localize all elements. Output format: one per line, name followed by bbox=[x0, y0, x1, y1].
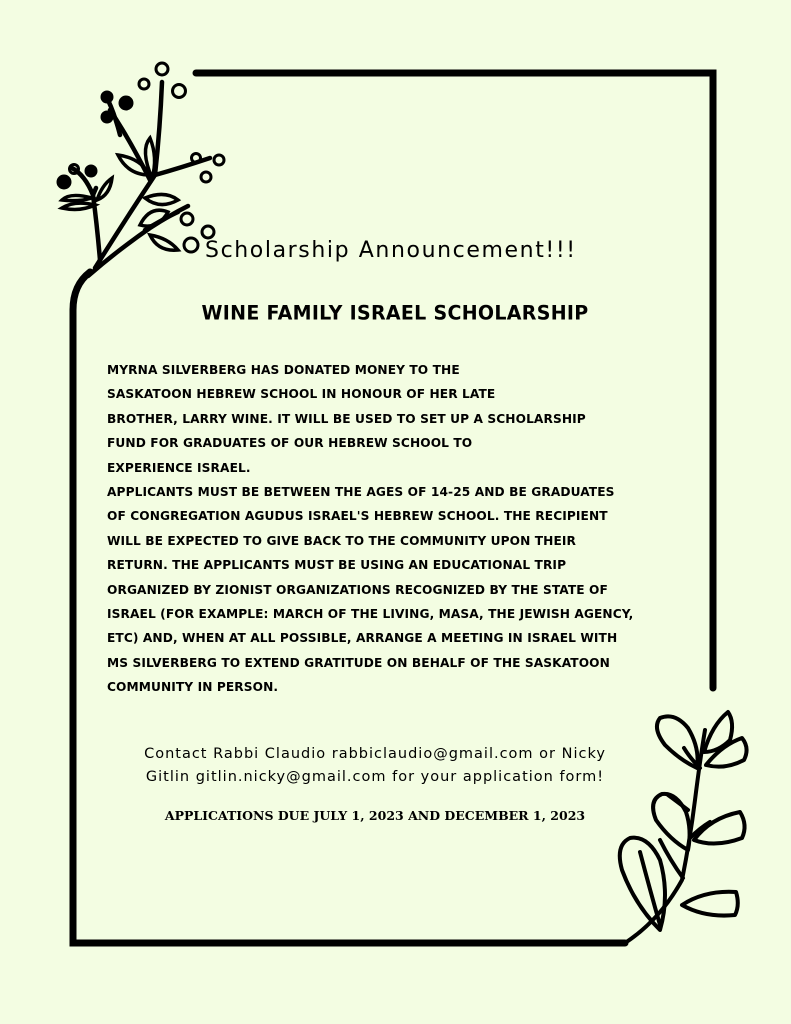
contact-line: Contact Rabbi Claudio rabbiclaudio@gmail.com or Nicky bbox=[144, 746, 606, 762]
body-line: FUND FOR GRADUATES OF OUR HEBREW SCHOOL TO bbox=[107, 436, 473, 451]
contact-line: Gitlin gitlin.nicky@gmail.com for your application form! bbox=[145, 769, 605, 785]
body-line: WILL BE EXPECTED TO GIVE BACK TO THE COMMUNITY UPON THEIR bbox=[107, 533, 577, 548]
contact-info bbox=[120, 743, 630, 789]
body-line: APPLICANTS MUST BE BETWEEN THE AGES OF 14-25 AND BE GRADUATES bbox=[107, 484, 615, 499]
body-line: COMMUNITY IN PERSON. bbox=[107, 680, 279, 695]
body-line: SASKATOON HEBREW SCHOOL IN HONOUR OF HER LATE bbox=[107, 387, 496, 402]
body-line: EXPERIENCE ISRAEL. bbox=[107, 460, 251, 475]
announcement-heading: Scholarship Announcement!!! bbox=[205, 238, 577, 263]
application-deadline: APPLICATIONS DUE JULY 1, 2023 AND DECEMBER 1, 2023 bbox=[164, 808, 586, 823]
flower-branch-icon bbox=[62, 82, 210, 276]
leaf-branch-icon bbox=[620, 712, 747, 943]
body-line: BROTHER, LARRY WINE. IT WILL BE USED TO SET UP A SCHOLARSHIP bbox=[107, 411, 586, 426]
body-line: RETURN. THE APPLICANTS MUST BE USING AN EDUCATIONAL TRIP bbox=[107, 558, 567, 573]
body-line: ORGANIZED BY ZIONIST ORGANIZATIONS RECOGNIZED BY THE STATE OF bbox=[107, 582, 608, 597]
scholarship-title: WINE FAMILY ISRAEL SCHOLARSHIP bbox=[201, 301, 589, 325]
body-line: ETC) AND, WHEN AT ALL POSSIBLE, ARRANGE A MEETING IN ISRAEL WITH bbox=[107, 631, 618, 646]
scholarship-description bbox=[107, 358, 634, 699]
body-line: MYRNA SILVERBERG HAS DONATED MONEY TO THE bbox=[107, 363, 460, 377]
body-line: OF CONGREGATION AGUDUS ISRAEL'S HEBREW SCHOOL. THE RECIPIENT bbox=[107, 509, 608, 524]
body-line: MS SILVERBERG TO EXTEND GRATITUDE ON BEHALF OF THE SASKATOON bbox=[107, 655, 610, 670]
body-line: ISRAEL (FOR EXAMPLE: MARCH OF THE LIVING, MASA, THE JEWISH AGENCY, bbox=[107, 606, 634, 621]
